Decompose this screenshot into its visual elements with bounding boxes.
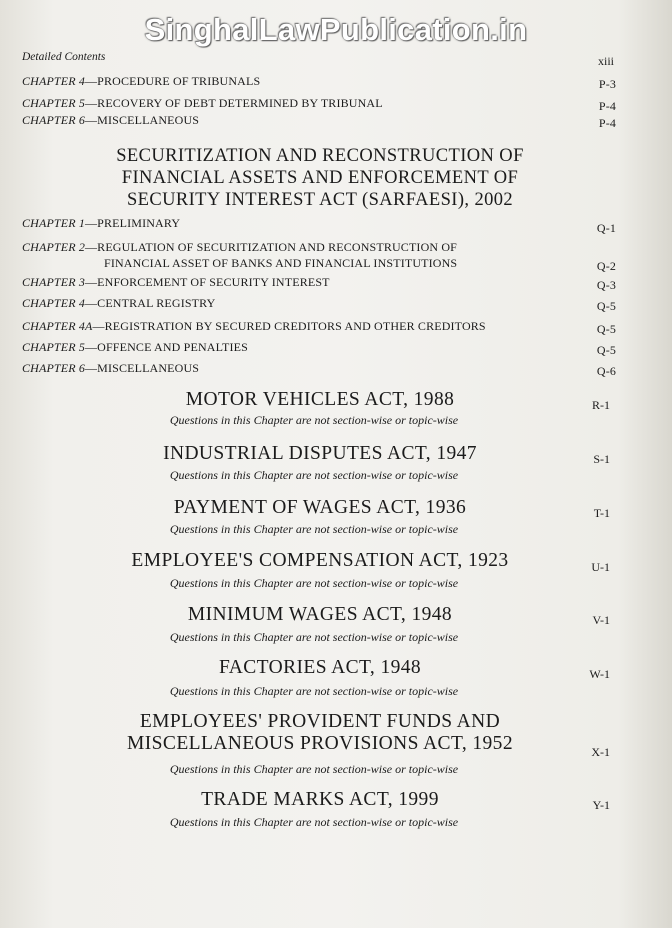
act-heading: INDUSTRIAL DISPUTES ACT, 1947 (163, 443, 477, 464)
act-note: Questions in this Chapter are not section-wise or topic-wise (169, 815, 459, 829)
act-page-ref: T-1 (593, 506, 610, 520)
toc-page-ref: Q-6 (596, 364, 616, 378)
act-heading: MOTOR VEHICLES ACT, 1988 (185, 389, 455, 410)
toc-chapter-row: CHAPTER 6—MISCELLANEOUS Q-6 (22, 361, 616, 378)
act-note: Questions in this Chapter are not section-wise or topic-wise (169, 684, 459, 698)
toc-page-ref: Q-5 (596, 343, 616, 357)
act-page-ref: V-1 (592, 613, 610, 627)
act-note: Questions in this Chapter are not section-wise or topic-wise (169, 576, 459, 590)
act-note: Questions in this Chapter are not section-wise or topic-wise (169, 468, 459, 482)
toc-page-ref: P-4 (598, 116, 616, 130)
header-page-number: xiii (597, 54, 614, 68)
toc-page-ref: P-3 (598, 77, 616, 91)
act-heading: FACTORIES ACT, 1948 (218, 657, 422, 678)
toc-chapter-row: CHAPTER 4A—REGISTRATION BY SECURED CREDITORS AND OTHER CREDITORS Q-5 (22, 319, 616, 336)
toc-page-ref: P-4 (598, 99, 616, 113)
toc-page-ref: Q-3 (596, 278, 616, 292)
toc-chapter-row: CHAPTER 4—PROCEDURE OF TRIBUNALS P-3 (22, 74, 616, 91)
act-note: Questions in this Chapter are not section-wise or topic-wise (169, 630, 459, 644)
toc-chapter-row: CHAPTER 1—PRELIMINARY Q-1 (22, 216, 616, 235)
act-heading: EMPLOYEE'S COMPENSATION ACT, 1923 (131, 550, 509, 571)
toc-chapter-row: CHAPTER 3—ENFORCEMENT OF SECURITY INTEREST Q-3 (22, 275, 616, 292)
act-page-ref: S-1 (593, 452, 610, 466)
act-heading: TRADE MARKS ACT, 1999 (201, 789, 439, 810)
act-page-ref: Y-1 (592, 798, 610, 812)
act-heading-sarfaesi: SECURITIZATION AND RECONSTRUCTION OF FINANCIAL ASSETS AND ENFORCEMENT OF SECURITY INTEREST ACT (SARFAESI), 2002 (116, 146, 524, 210)
toc-chapter-row: CHAPTER 6—MISCELLANEOUS P-4 (22, 113, 616, 130)
act-note: Questions in this Chapter are not section-wise or topic-wise (169, 762, 459, 776)
toc-page-ref: Q-5 (596, 322, 616, 336)
toc-chapter-row: CHAPTER 2—REGULATION OF SECURITIZATION AND RECONSTRUCTION OF FINANCIAL ASSET OF BANKS AND FINANCIAL INSTITUTIONS Q-2 (22, 240, 616, 273)
running-header (22, 51, 614, 67)
act-page-ref: W-1 (589, 667, 610, 681)
toc-chapter-row: CHAPTER 5—RECOVERY OF DEBT DETERMINED BY TRIBUNAL P-4 (22, 96, 616, 113)
toc-page-ref: Q-5 (596, 299, 616, 313)
act-heading: PAYMENT OF WAGES ACT, 1936 (173, 497, 467, 518)
act-heading: MINIMUM WAGES ACT, 1948 (187, 604, 453, 625)
header-title: Detailed Contents (22, 51, 106, 63)
act-note: Questions in this Chapter are not section-wise or topic-wise (169, 413, 459, 427)
toc-page-ref: Q-1 (596, 221, 616, 235)
toc-chapter-row: CHAPTER 4—CENTRAL REGISTRY Q-5 (22, 296, 616, 313)
toc-page-ref: Q-2 (596, 259, 616, 273)
act-page-ref: R-1 (592, 398, 610, 412)
act-page-ref: U-1 (591, 560, 610, 574)
act-note: Questions in this Chapter are not section-wise or topic-wise (169, 522, 459, 536)
site-watermark: SinghalLawPublication.in (144, 12, 528, 47)
toc-chapter-row: CHAPTER 5—OFFENCE AND PENALTIES Q-5 (22, 340, 616, 357)
act-page-ref: X-1 (591, 745, 610, 759)
act-heading: EMPLOYEES' PROVIDENT FUNDS AND MISCELLANEOUS PROVISIONS ACT, 1952 (127, 711, 513, 754)
